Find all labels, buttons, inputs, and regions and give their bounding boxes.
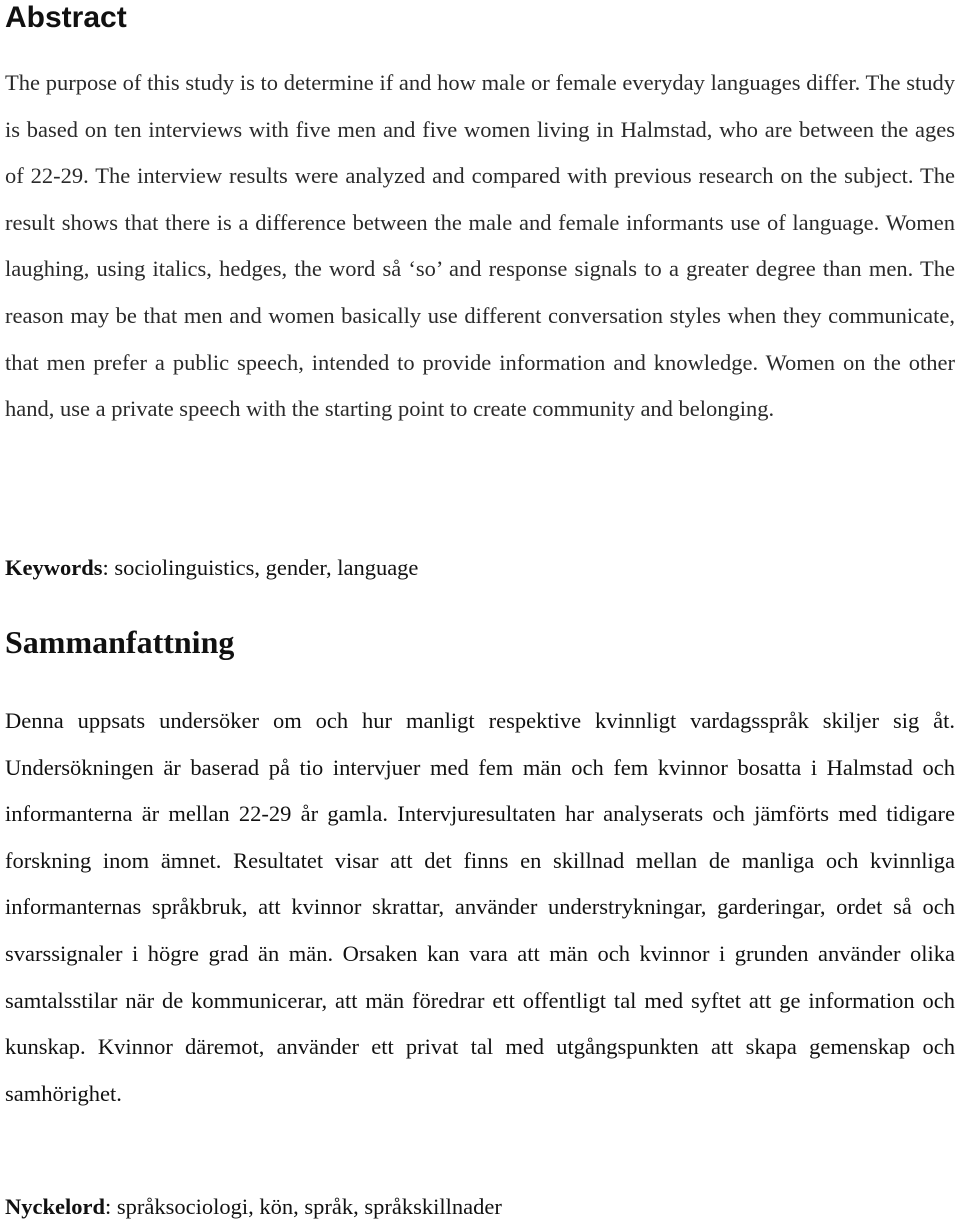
sammanfattning-heading: Sammanfattning [5,624,235,660]
nyckelord-value: språksociologi, kön, språk, språkskillnader [116,1194,502,1219]
nyckelord-label: Nyckelord [5,1194,105,1219]
keywords-separator: : [102,555,115,580]
keywords-line [5,553,418,583]
nyckelord-line [5,1192,502,1222]
nyckelord-separator: : [105,1194,117,1219]
sammanfattning-paragraph: Denna uppsats undersöker om och hur manligt respektive kvinnligt vardagsspråk skiljer sig åt. Undersökningen är baserad på tio intervjuer med fem män och fem kvinnor bosatta i Halmstad och informanterna är mellan 22-29 år gamla. Intervjuresultaten har analyserats och jämförts med tidigare forskning inom ämnet. Resultatet visar att det finns en skillnad mellan de manliga och kvinnliga informanternas språkbruk, att kvinnor skrattar, använder understrykningar, garderingar, ordet så och svarssignaler i högre grad än män. Orsaken kan vara att män och kvinnor i grunden använder olika samtalsstilar när de kommunicerar, att män föredrar ett offentligt tal med syftet att ge information och kunskap. Kvinnor däremot, använder ett privat tal med utgångspunkten att skapa gemenskap och samhörighet. [5,708,955,1106]
abstract-heading: Abstract [5,1,127,34]
keywords-value: sociolinguistics, gender, language [114,555,419,580]
keywords-label: Keywords [5,555,103,580]
abstract-paragraph: The purpose of this study is to determine if and how male or female everyday languages differ. The study is based on ten interviews with five men and five women living in Halmstad, who are between the ages of 22-29. The interview results were analyzed and compared with previous research on the subject. The result shows that there is a difference between the male and female informants use of language. Women laughing, using italics, hedges, the word så ‘so’ and response signals to a greater degree than men. The reason may be that men and women basically use different conversation styles when they communicate, that men prefer a public speech, intended to provide information and knowledge. Women on the other hand, use a private speech with the starting point to create community and belonging. [5,70,955,422]
